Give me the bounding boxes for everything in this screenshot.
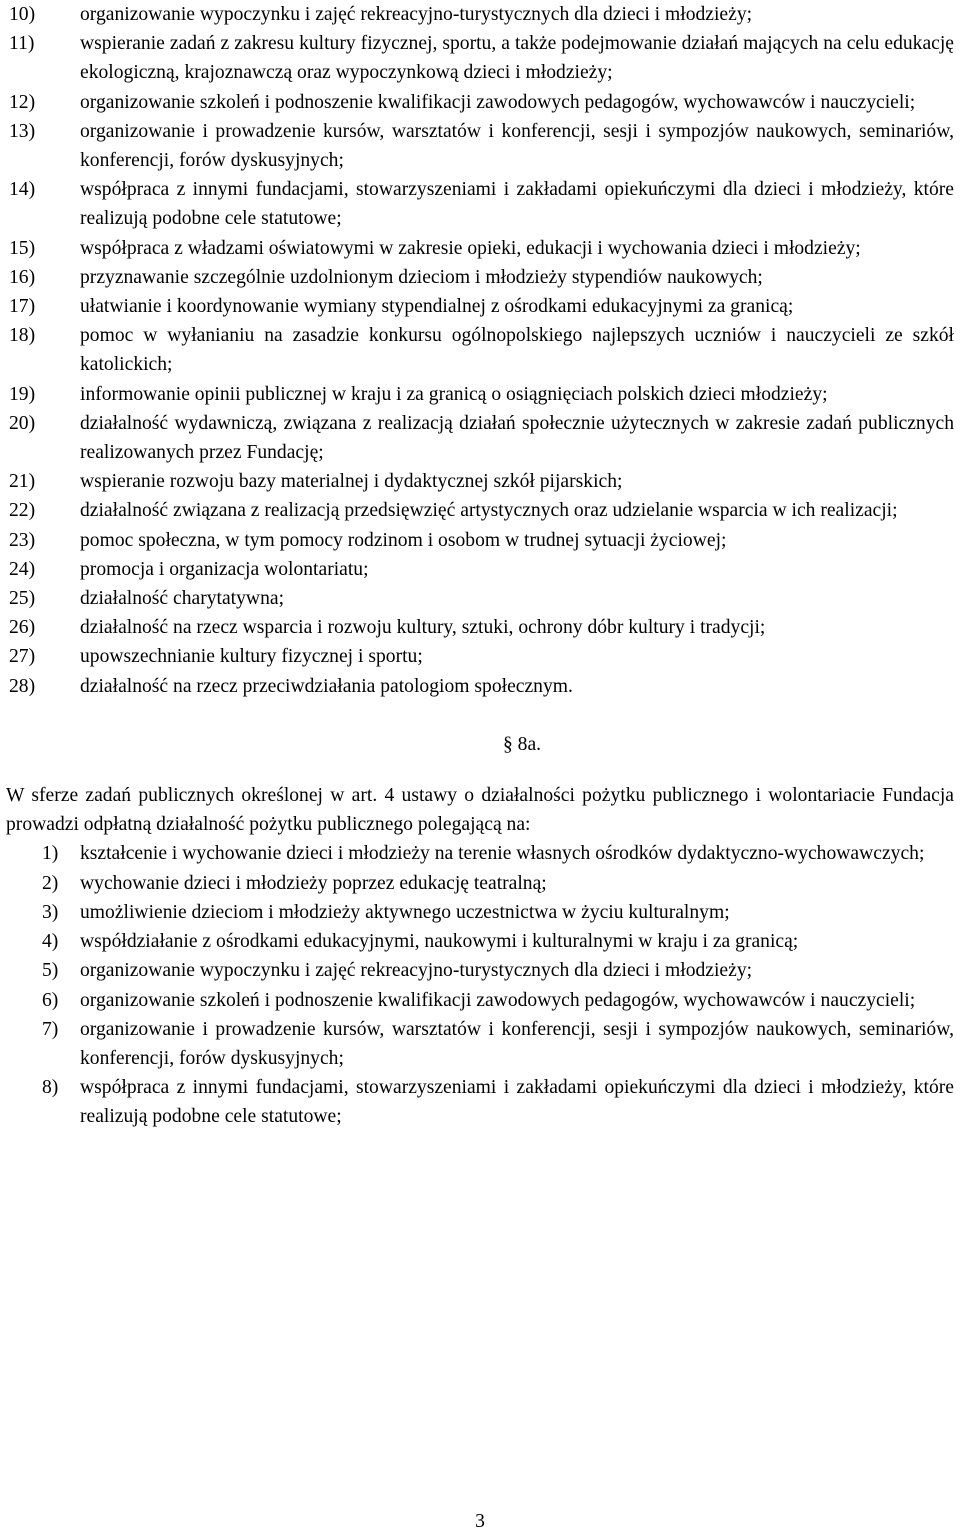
list-item-number: 8) [42, 1077, 59, 1099]
list-item-number: 26) [9, 617, 36, 639]
list-item [6, 986, 954, 1015]
list-item-text: organizowanie i prowadzenie kursów, warsztatów i konferencji, sesji i sympozjów naukowych, seminariów, konferencji, forów dyskusyjnych; [80, 120, 954, 172]
list-item [6, 555, 954, 584]
list-item-number: 15) [9, 237, 36, 259]
list-item-number: 5) [42, 960, 59, 982]
list-item [6, 380, 954, 409]
list-item [6, 88, 954, 117]
list-item-number: 28) [9, 675, 36, 697]
list-item [6, 1015, 954, 1073]
list-item-number: 19) [9, 383, 36, 405]
list-item [6, 409, 954, 467]
list-item-text: wspieranie zadań z zakresu kultury fizycznej, sportu, a także podejmowanie działań mających na celu edukację ekologiczną, krajoznawczą oraz wypoczynkową dzieci i młodzieży; [80, 33, 954, 84]
list-item-number: 21) [9, 471, 36, 493]
list-item-text: działalność na rzecz przeciwdziałania patologiom społecznym. [80, 675, 573, 697]
list-item-number: 7) [42, 1018, 59, 1040]
list-item [6, 584, 954, 613]
list-item-number: 20) [9, 412, 36, 434]
list-item [6, 234, 954, 263]
list-item [6, 927, 954, 956]
list-item-number: 18) [9, 325, 36, 347]
list-item-text: współpraca z władzami oświatowymi w zakresie opieki, edukacji i wychowania dzieci i młodzieży; [80, 237, 861, 259]
list-item [6, 1073, 954, 1131]
list-item [6, 496, 954, 525]
list-item-number: 22) [9, 500, 36, 522]
list-item-text: organizowanie wypoczynku i zajęć rekreacyjno-turystycznych dla dzieci i młodzieży; [80, 4, 753, 25]
list-item-number: 27) [9, 646, 36, 668]
list-item-number: 23) [9, 529, 36, 551]
list-item-number: 25) [9, 588, 36, 610]
list-item [6, 956, 954, 985]
list-item-text: przyznawanie szczególnie uzdolnionym dzieciom i młodzieży stypendiów naukowych; [80, 266, 763, 288]
list-item [6, 613, 954, 642]
paid-activities-list [6, 839, 954, 1131]
section-intro-paragraph: W sferze zadań publicznych określonej w art. 4 ustawy o działalności pożytku publicznego i wolontariacie Fundacja prowadzi odpłatną działalność pożytku publicznego polegającą na: [6, 785, 954, 836]
list-item [6, 672, 954, 701]
list-item-number: 2) [42, 872, 59, 894]
list-item-text: wychowanie dzieci i młodzieży poprzez edukację teatralną; [80, 872, 547, 894]
list-item-number: 11) [9, 33, 35, 55]
list-item-text: współpraca z innymi fundacjami, stowarzyszeniami i zakładami opiekuńczymi dla dzieci i młodzieży, które realizują podobne cele statutowe; [80, 179, 954, 230]
list-item-text: organizowanie szkoleń i podnoszenie kwalifikacji zawodowych pedagogów, wychowawców i nauczycieli; [80, 91, 916, 113]
list-item-number: 1) [42, 843, 59, 865]
list-item-text: działalność wydawniczą, związana z realizacją działań społecznie użytecznych w zakresie zadań publicznych realizowanych przez Fundację; [80, 412, 954, 464]
list-item [6, 839, 954, 868]
list-item [6, 175, 954, 233]
list-item-text: organizowanie i prowadzenie kursów, warsztatów i konferencji, sesji i sympozjów naukowych, seminariów, konferencji, forów dyskusyjnych; [80, 1018, 954, 1069]
list-item-number: 14) [9, 179, 36, 201]
list-item-number: 6) [42, 989, 59, 1011]
list-item-text: upowszechnianie kultury fizycznej i sportu; [80, 646, 423, 668]
list-item [6, 898, 954, 927]
activities-list-continued [6, 0, 954, 701]
list-item-text: organizowanie szkoleń i podnoszenie kwalifikacji zawodowych pedagogów, wychowawców i nauczycieli; [80, 989, 916, 1011]
list-item-text: organizowanie wypoczynku i zajęć rekreacyjno-turystycznych dla dzieci i młodzieży; [80, 960, 753, 982]
list-item-number: 16) [9, 266, 36, 288]
page-number [0, 1507, 960, 1536]
list-item [6, 263, 954, 292]
list-item-text: współpraca z innymi fundacjami, stowarzyszeniami i zakładami opiekuńczymi dla dzieci i młodzieży, które realizują podobne cele statutowe; [80, 1077, 954, 1128]
list-item-number: 3) [42, 901, 59, 923]
page-number-text: 3 [475, 1511, 485, 1532]
list-item [6, 29, 954, 87]
list-item [6, 0, 954, 29]
list-item-text: działalność charytatywna; [80, 588, 285, 610]
list-item-number: 4) [42, 931, 59, 953]
list-item-text: pomoc społeczna, w tym pomocy rodzinom i osobom w trudnej sytuacji życiowej; [80, 529, 727, 551]
list-item-number: 17) [9, 296, 36, 318]
list-item [6, 642, 954, 671]
list-item-text: promocja i organizacja wolontariatu; [80, 558, 369, 580]
list-item-text: informowanie opinii publicznej w kraju i za granicą o osiągnięciach polskich dzieci młodzieży; [80, 383, 828, 405]
list-item-text: współdziałanie z ośrodkami edukacyjnymi, naukowymi i kulturalnymi w kraju i za granicą; [80, 931, 799, 953]
list-item-text: działalność związana z realizacją przedsięwzięć artystycznych oraz udzielanie wsparcia w ich realizacji; [80, 500, 898, 522]
list-item-text: umożliwienie dzieciom i młodzieży aktywnego uczestnictwa w życiu kulturalnym; [80, 901, 730, 923]
list-item-text: wspieranie rozwoju bazy materialnej i dydaktycznej szkół pijarskich; [80, 471, 623, 493]
list-item [6, 321, 954, 379]
list-item-text: pomoc w wyłanianiu na zasadzie konkursu ogólnopolskiego najlepszych uczniów i nauczycieli ze szkół katolickich; [80, 325, 954, 376]
list-item-number: 13) [9, 120, 36, 142]
section-heading-text: § 8a. [502, 733, 542, 755]
list-item [6, 117, 954, 175]
list-item-number: 12) [9, 91, 36, 113]
list-item [6, 467, 954, 496]
section-heading [6, 730, 954, 759]
list-item-text: działalność na rzecz wsparcia i rozwoju kultury, sztuki, ochrony dóbr kultury i tradycji; [80, 617, 766, 639]
list-item-number: 10) [9, 4, 36, 25]
list-item-text: ułatwianie i koordynowanie wymiany stypendialnej z ośrodkami edukacyjnymi za granicą; [80, 296, 794, 318]
list-item [6, 869, 954, 898]
list-item-number: 24) [9, 558, 36, 580]
list-item [6, 292, 954, 321]
list-item-text: kształcenie i wychowanie dzieci i młodzieży na terenie własnych ośrodków dydaktyczno-wychowawczych; [80, 843, 925, 865]
list-item [6, 526, 954, 555]
